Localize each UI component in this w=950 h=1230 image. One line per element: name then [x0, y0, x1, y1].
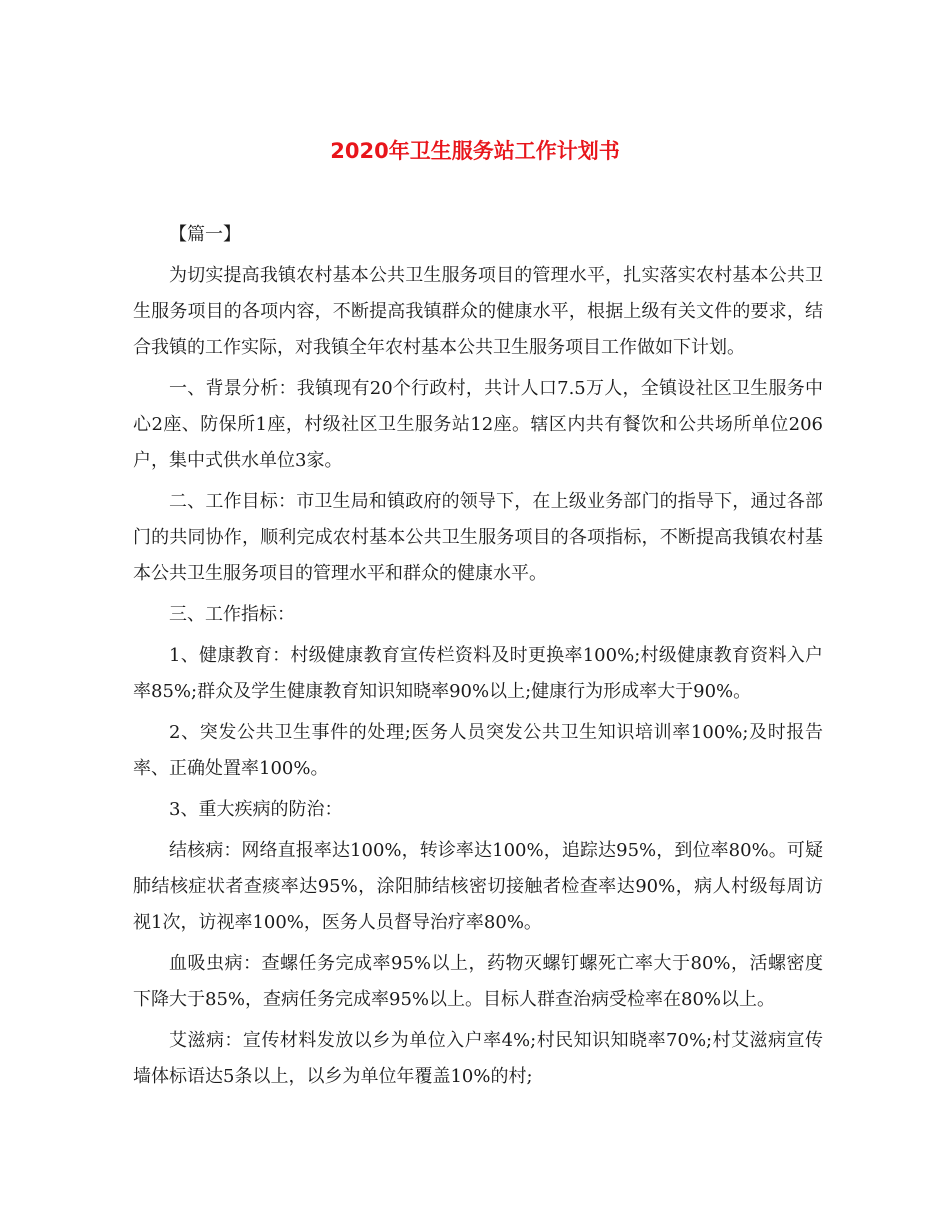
paragraph-indicators-heading: 三、工作指标： — [169, 604, 295, 625]
paragraph-major-diseases: 3、重大疾病的防治： — [169, 799, 343, 820]
paragraph-tuberculosis: 结核病：网络直报率达100%，转诊率达100%，追踪达95%，到位率80%。可疑肺结核症状者查痰率达95%，涂阳肺结核密切接触者检查率达90%，病人村级每周访视1次，访视率100%，医务人员督导治疗率80%。 — [133, 840, 823, 933]
document-title: 2020年卫生服务站工作计划书 — [330, 139, 620, 163]
paragraph-schistosomiasis: 血吸虫病：查螺任务完成率95%以上，药物灭螺钉螺死亡率大于80%，活螺密度下降大于85%，查病任务完成率95%以上。目标人群查治病受检率在80%以上。 — [133, 953, 823, 1010]
paragraph-aids: 艾滋病：宣传材料发放以乡为单位入户率4%;村民知识知晓率70%;村艾滋病宣传墙体标语达5条以上，以乡为单位年覆盖10%的村; — [133, 1030, 823, 1087]
section-label: 【篇一】 — [169, 224, 241, 245]
paragraph-goals: 二、工作目标：市卫生局和镇政府的领导下，在上级业务部门的指导下，通过各部门的共同协作，顺利完成农村基本公共卫生服务项目的各项指标，不断提高我镇农村基本公共卫生服务项目的管理水平和群众的健康水平。 — [133, 491, 823, 584]
paragraph-emergency-events: 2、突发公共卫生事件的处理;医务人员突发公共卫生知识培训率100%;及时报告率、正确处置率100%。 — [133, 722, 823, 779]
paragraph-intro: 为切实提高我镇农村基本公共卫生服务项目的管理水平，扎实落实农村基本公共卫生服务项目的各项内容，不断提高我镇群众的健康水平，根据上级有关文件的要求，结合我镇的工作实际，对我镇全年农村基本公共卫生服务项目工作做如下计划。 — [133, 265, 823, 358]
paragraph-health-education: 1、健康教育：村级健康教育宣传栏资料及时更换率100%;村级健康教育资料入户率85%;群众及学生健康教育知识知晓率90%以上;健康行为形成率大于90%。 — [133, 645, 823, 702]
document-body — [133, 217, 823, 1100]
paragraph-background: 一、背景分析：我镇现有20个行政村，共计人口7.5万人，全镇设社区卫生服务中心2座、防保所1座，村级社区卫生服务站12座。辖区内共有餐饮和公共场所单位206户，集中式供水单位3家。 — [133, 378, 823, 471]
